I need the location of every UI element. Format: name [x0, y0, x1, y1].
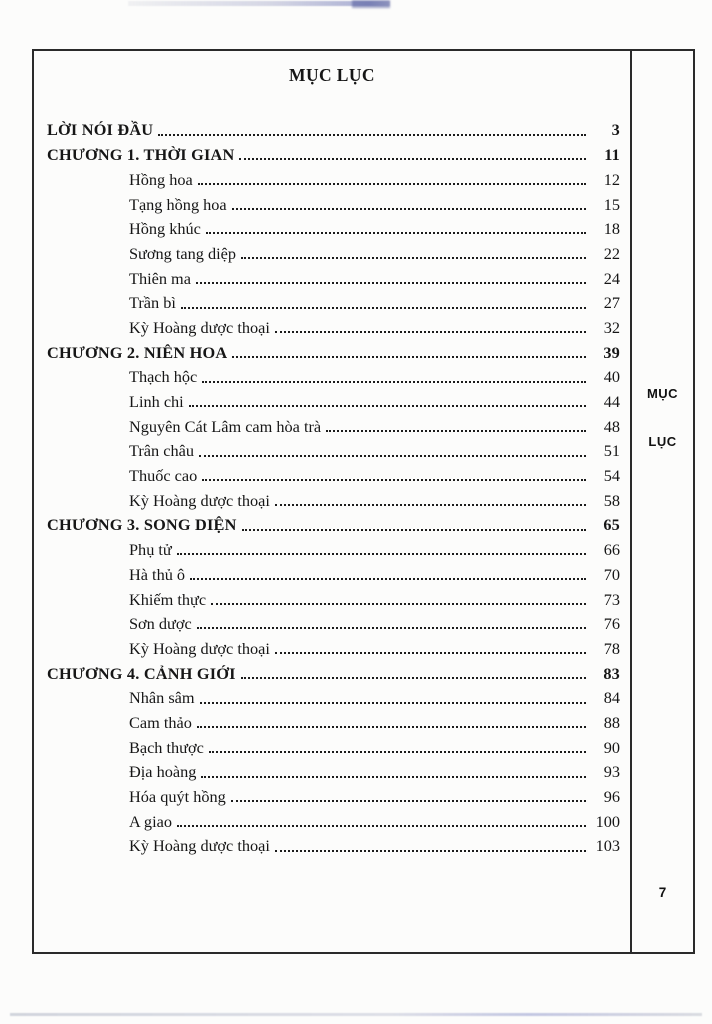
toc-entry	[47, 387, 620, 412]
toc-entry-page: 78	[603, 638, 620, 658]
toc-entry-label: Hóa quýt hồng	[129, 787, 226, 806]
toc-entry-label: Hồng khúc	[129, 219, 201, 239]
toc-entry-label: A giao	[129, 811, 172, 831]
toc-entry	[47, 362, 620, 387]
toc-entry	[47, 658, 620, 683]
toc-entry-label: Kỳ Hoàng dược thoại	[129, 836, 270, 856]
toc-leader-dots	[202, 381, 586, 383]
toc-leader-dots	[202, 479, 586, 481]
toc-leader-dots	[231, 800, 586, 802]
toc-entry-label: Nhân sâm	[129, 688, 195, 708]
toc-leader-dots	[177, 553, 586, 555]
toc-leader-dots	[242, 529, 586, 531]
toc-entry-page: 96	[603, 787, 620, 806]
toc-entry-page: 15	[603, 194, 620, 214]
toc-entry-label: Kỳ Hoàng dược thoại	[129, 490, 270, 510]
page-border-frame	[32, 49, 695, 954]
toc-entry-label: Thuốc cao	[129, 466, 198, 486]
toc-entry-page: 83	[603, 663, 620, 683]
toc-leader-dots	[196, 282, 586, 284]
toc-entry-page: 24	[603, 268, 620, 288]
toc-entry	[47, 559, 620, 584]
toc-leader-dots	[209, 751, 586, 753]
toc-entry-label: Kỳ Hoàng dược thoại	[129, 638, 270, 658]
toc-leader-dots	[197, 726, 586, 728]
toc-entry	[47, 263, 620, 288]
toc-leader-dots	[177, 825, 586, 827]
toc-entry-page: 90	[603, 737, 620, 757]
toc-leader-dots	[206, 232, 586, 234]
toc-entry-label: Hà thủ ô	[129, 564, 186, 584]
toc-leader-dots	[190, 578, 586, 580]
toc-entry	[47, 436, 620, 461]
toc-entry-page: 100	[595, 811, 620, 831]
toc-leader-dots	[181, 307, 586, 309]
toc-entry-page: 66	[603, 540, 620, 560]
toc-leader-dots	[232, 356, 586, 358]
toc-entry-label: Sơn dược	[129, 614, 192, 634]
toc-entry-page: 84	[603, 688, 620, 708]
toc-entry-label: CHƯƠNG 2. NIÊN HOA	[47, 342, 228, 362]
toc-entry-label: CHƯƠNG 3. SONG DIỆN	[47, 515, 237, 535]
toc-leader-dots	[189, 405, 586, 407]
toc-entry	[47, 485, 620, 510]
toc-entry-page: 18	[603, 219, 620, 239]
toc-entry	[47, 806, 620, 831]
toc-entry	[47, 337, 620, 362]
toc-entry	[47, 708, 620, 733]
toc-entry-page: 32	[603, 317, 620, 337]
toc-entry	[47, 782, 620, 807]
toc-entry-page: 3	[611, 120, 620, 140]
toc-entry-label: Thạch hộc	[129, 367, 198, 387]
toc-leader-dots	[239, 158, 586, 160]
toc-list	[34, 115, 630, 856]
toc-leader-dots	[241, 677, 586, 679]
toc-leader-dots	[197, 627, 586, 629]
folio-page-number: 7	[658, 885, 667, 900]
side-tab-word-muc: MỤC	[646, 386, 679, 401]
side-tab-word-luc: LỤC	[648, 434, 677, 449]
toc-entry	[47, 140, 620, 165]
toc-entry	[47, 411, 620, 436]
toc-entry-label: Địa hoàng	[129, 762, 197, 782]
toc-entry-page: 73	[603, 589, 620, 609]
toc-leader-dots	[275, 504, 586, 506]
toc-leader-dots	[158, 134, 586, 136]
toc-entry	[47, 609, 620, 634]
toc-entry	[47, 164, 620, 189]
toc-main-column	[34, 51, 630, 952]
toc-entry-page: 88	[603, 712, 620, 732]
toc-entry-page: 40	[603, 367, 620, 387]
toc-leader-dots	[275, 331, 586, 333]
toc-entry	[47, 757, 620, 782]
toc-entry-page: 103	[595, 836, 620, 856]
toc-leader-dots	[200, 702, 586, 704]
scan-artifact-top	[128, 1, 390, 6]
toc-leader-dots	[198, 183, 586, 185]
toc-leader-dots	[241, 257, 586, 259]
toc-leader-dots	[275, 850, 586, 852]
toc-entry	[47, 510, 620, 535]
toc-entry-page: 27	[603, 293, 620, 313]
toc-entry	[47, 189, 620, 214]
toc-entry	[47, 214, 620, 239]
toc-entry	[47, 831, 620, 856]
toc-entry-page: 22	[603, 243, 620, 263]
toc-entry-page: 48	[603, 416, 620, 436]
toc-entry-page: 39	[603, 342, 620, 362]
toc-entry-page: 12	[603, 169, 620, 189]
toc-entry-label: Bạch thược	[129, 737, 204, 757]
toc-entry	[47, 238, 620, 263]
toc-entry-label: Trân châu	[129, 441, 194, 461]
toc-entry-page: 76	[603, 614, 620, 634]
toc-leader-dots	[232, 208, 586, 210]
toc-entry	[47, 115, 620, 140]
toc-entry-label: Kỳ Hoàng dược thoại	[129, 317, 270, 337]
toc-leader-dots	[201, 776, 586, 778]
toc-entry	[47, 584, 620, 609]
toc-entry	[47, 732, 620, 757]
toc-entry-page: 70	[603, 564, 620, 584]
toc-entry	[47, 683, 620, 708]
scan-artifact-bottom-edge	[10, 1013, 702, 1016]
toc-entry-page: 58	[603, 490, 620, 510]
page-title: MỤC LỤC	[289, 65, 375, 85]
toc-entry-label: Tạng hồng hoa	[129, 194, 227, 214]
toc-leader-dots	[275, 652, 586, 654]
toc-entry-label: LỜI NÓI ĐẦU	[47, 120, 154, 140]
toc-entry-label: Thiên ma	[129, 268, 191, 288]
toc-entry-label: Sương tang diệp	[129, 243, 236, 263]
toc-entry-label: Khiếm thực	[129, 589, 207, 609]
toc-entry-label: Hồng hoa	[129, 169, 193, 189]
toc-leader-dots	[199, 455, 586, 457]
toc-leader-dots	[211, 603, 586, 605]
toc-entry	[47, 461, 620, 486]
toc-entry-page: 11	[604, 145, 620, 165]
toc-entry-label: CHƯƠNG 4. CẢNH GIỚI	[47, 663, 236, 683]
toc-entry-label: Nguyên Cát Lâm cam hòa trà	[129, 416, 322, 436]
toc-entry-label: Cam thảo	[129, 712, 192, 732]
toc-entry-label: Trần bì	[129, 293, 176, 313]
toc-entry	[47, 313, 620, 338]
toc-entry-label: Linh chi	[129, 392, 184, 411]
toc-entry	[47, 535, 620, 560]
toc-leader-dots	[326, 430, 586, 432]
toc-entry-label: Phụ tử	[129, 540, 172, 560]
toc-entry-page: 54	[603, 466, 620, 486]
toc-entry	[47, 288, 620, 313]
toc-entry-page: 51	[603, 441, 620, 461]
side-tab-column	[632, 51, 693, 952]
toc-entry-page: 65	[603, 515, 620, 535]
toc-entry-label: CHƯƠNG 1. THỜI GIAN	[47, 145, 235, 165]
toc-entry	[47, 633, 620, 658]
toc-entry-page: 44	[603, 392, 620, 411]
toc-entry-page: 93	[603, 762, 620, 782]
scan-artifact-top-blob	[352, 0, 390, 8]
